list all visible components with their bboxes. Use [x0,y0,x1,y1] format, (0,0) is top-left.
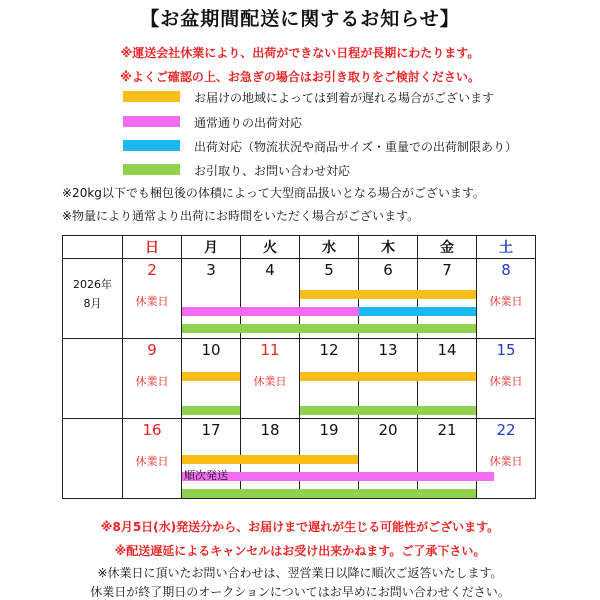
day-number: 6 [383,261,393,279]
bar-pickup-week2-mon [182,406,240,415]
day-number: 13 [378,341,398,359]
day-cell [241,339,300,419]
day-number: 7 [442,261,452,279]
day-number: 4 [265,261,275,279]
day-number: 12 [319,341,339,359]
bar-pickup-week3 [182,489,476,498]
day-number: 3 [206,261,216,279]
legend-text: お引取り、お問い合わせ対応 [194,164,351,178]
note-line-1: ※20kg以下でも梱包後の体積によって大型商品扱いとなる場合がございます。 [62,186,485,200]
weekday-mon: 月 [182,236,241,259]
bar-pickup-week2-wed-fri [300,406,476,415]
footer-line-1: ※8月5日(水)発送分から、お届けまで遅れが生じる可能性がございます。 [100,520,500,534]
day-cell [477,419,536,499]
closed-label: 休業日 [135,455,169,468]
page-title: 【お盆期間配送に関するお知らせ】 [140,8,460,30]
bar-delay-week1 [300,290,476,299]
day-number: 14 [437,341,457,359]
day-cell [123,339,182,419]
weekday-wed: 水 [300,236,359,259]
legend-swatch [123,116,180,127]
closed-label: 休業日 [489,455,523,468]
weekday-fri: 金 [418,236,477,259]
day-number: 10 [201,341,221,359]
day-number: 5 [324,261,334,279]
month-month: 8月 [83,297,102,310]
footer-line-4: 休業日が終了期日のオークションについてはお早めにお問い合わせください。 [90,585,510,599]
weekday-tue: 火 [241,236,300,259]
day-number: 22 [496,421,516,439]
footer-line-3: ※休業日に頂いたお問い合わせは、翌営業日以降に順次ご返答いたします。 [97,566,503,580]
day-cell [359,419,418,499]
bar-pickup-week1 [182,324,476,333]
shipping-note-label: 順次発送 [184,469,228,482]
day-cell [418,419,477,499]
bar-normal-week3 [182,469,494,482]
legend-swatch [123,164,180,175]
closed-label: 休業日 [135,375,169,388]
day-cell [123,419,182,499]
bar-normal-week1 [182,307,359,316]
weekday-header-row [63,236,536,259]
bar-limited-week1 [359,307,476,316]
legend-text: お届けの地域によっては到着が遅れる場合がございます [194,91,495,105]
day-number: 16 [142,421,162,439]
note-line-2: ※物量により通常より出荷にお時間をいただく場合がございます。 [62,209,420,223]
closed-label: 休業日 [489,375,523,388]
bar-delay-week2-wed-fri [300,372,476,381]
legend-swatch [123,140,180,151]
day-number: 17 [201,421,221,439]
month-label-cell [63,259,123,339]
weekday-thu: 木 [359,236,418,259]
warning-line-2: ※よくご確認の上、お急ぎの場合はお引き取りをご検討ください。 [120,70,480,84]
closed-label: 休業日 [135,295,169,308]
day-cell [477,339,536,419]
closed-label: 休業日 [489,295,523,308]
bar-delay-week2-mon [182,372,240,381]
day-number: 20 [378,421,398,439]
legend-text: 通常通りの出荷対応 [194,116,303,130]
footer-line-2: ※配送遅延によるキャンセルはお受け出来かねます。ご了承下さい。 [114,544,486,558]
day-cell [123,259,182,339]
blank-cell [63,419,123,499]
day-number: 19 [319,421,339,439]
day-number: 11 [260,341,280,359]
legend-swatch [123,91,180,102]
closed-label: 休業日 [253,375,287,388]
legend-item-pickup [123,162,543,176]
weekday-sat: 土 [477,236,536,259]
month-year: 2026年 [73,278,112,291]
warning-line-1: ※運送会社休業により、出荷ができない日程が長期にわたります。 [120,46,480,60]
legend-item-delay [123,89,543,103]
day-number: 2 [147,261,157,279]
day-number: 8 [501,261,511,279]
day-number: 15 [496,341,516,359]
day-number: 9 [147,341,157,359]
header-corner [63,236,123,259]
month-label [63,275,122,313]
day-number: 18 [260,421,280,439]
weekday-sun: 日 [123,236,182,259]
legend-item-limited [123,138,543,152]
legend-item-normal [123,114,543,128]
day-number: 21 [437,421,457,439]
legend-text: 出荷対応（物流状況や商品サイズ・重量での出荷制限あり） [194,140,518,154]
day-cell [477,259,536,339]
bar-delay-week3 [182,455,358,464]
blank-cell [63,339,123,419]
